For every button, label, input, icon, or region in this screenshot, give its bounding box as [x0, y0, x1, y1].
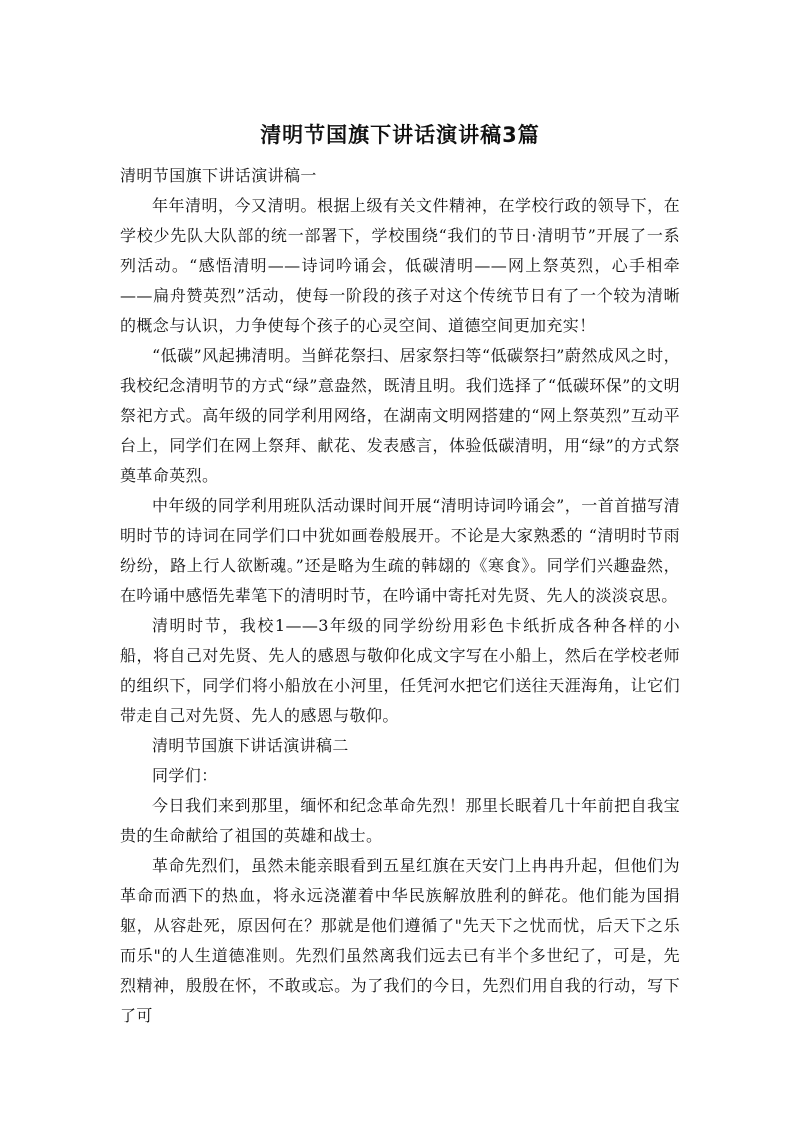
section-heading-2: 清明节国旗下讲话演讲稿二: [152, 736, 349, 755]
paragraph: 年年清明，今又清明。根据上级有关文件精神，在学校行政的领导下，在学校少先队大队部的统一部署下，学校围绕“我们的节日·清明节”开展了一系列活动。“感悟清明——诗词吟诵会，低碳清明——网上祭英烈，心手相牵——扁舟赞英烈”活动，使每一阶段的孩子对这个传统节日有了一个较为清晰的概念与认识，力争使每个孩子的心灵空间、道德空间更加充实！: [120, 196, 680, 335]
paragraph: 清明时节，我校1——3年级的同学纷纷用彩色卡纸折成各种各样的小船，将自己对先贤、先人的感恩与敬仰化成文字写在小船上，然后在学校老师的组织下，同学们将小船放在小河里，任凭河水把它们送往天涯海角，让它们带走自己对先贤、先人的感恩与敬仰。: [120, 616, 680, 725]
section-heading-1: 清明节国旗下讲话演讲稿一: [120, 166, 317, 185]
document-title: 清明节国旗下讲话演讲稿3篇: [260, 123, 540, 147]
document-body: [120, 161, 680, 1031]
paragraph: 今日我们来到那里，缅怀和纪念革命先烈！那里长眠着几十年前把自我宝贵的生命献给了祖国的英雄和战士。: [120, 796, 680, 845]
salutation: 同学们：: [152, 766, 218, 785]
paragraph: 中年级的同学利用班队活动课时间开展“清明诗词吟诵会”，一首首描写清明时节的诗词在同学们口中犹如画卷般展开。不论是大家熟悉的 “清明时节雨纷纷，路上行人欲断魂。”还是略为生疏的韩翃的《寒食》。同学们兴趣盎然，在吟诵中感悟先辈笔下的清明时节，在吟诵中寄托对先贤、先人的淡淡哀思。: [120, 496, 680, 605]
paragraph: “低碳”风起拂清明。当鲜花祭扫、居家祭扫等“低碳祭扫”蔚然成风之时，我校纪念清明节的方式“绿”意盎然，既清且明。我们选择了“低碳环保”的文明祭祀方式。高年级的同学利用网络，在湖南文明网搭建的“网上祭英烈”互动平台上，同学们在网上祭拜、献花、发表感言，体验低碳清明，用“绿”的方式祭奠革命英烈。: [120, 346, 680, 485]
paragraph: 革命先烈们，虽然未能亲眼看到五星红旗在天安门上冉冉升起，但他们为革命而洒下的热血，将永远浇灌着中华民族解放胜利的鲜花。他们能为国捐躯，从容赴死，原因何在？那就是他们遵循了"先天下之忧而忧，后天下之乐而乐"的人生道德准则。先烈们虽然离我们远去已有半个多世纪了，可是，先烈精神，殷殷在怀，不敢或忘。为了我们的今日，先烈们用自我的行动，写下了可: [120, 856, 680, 1025]
